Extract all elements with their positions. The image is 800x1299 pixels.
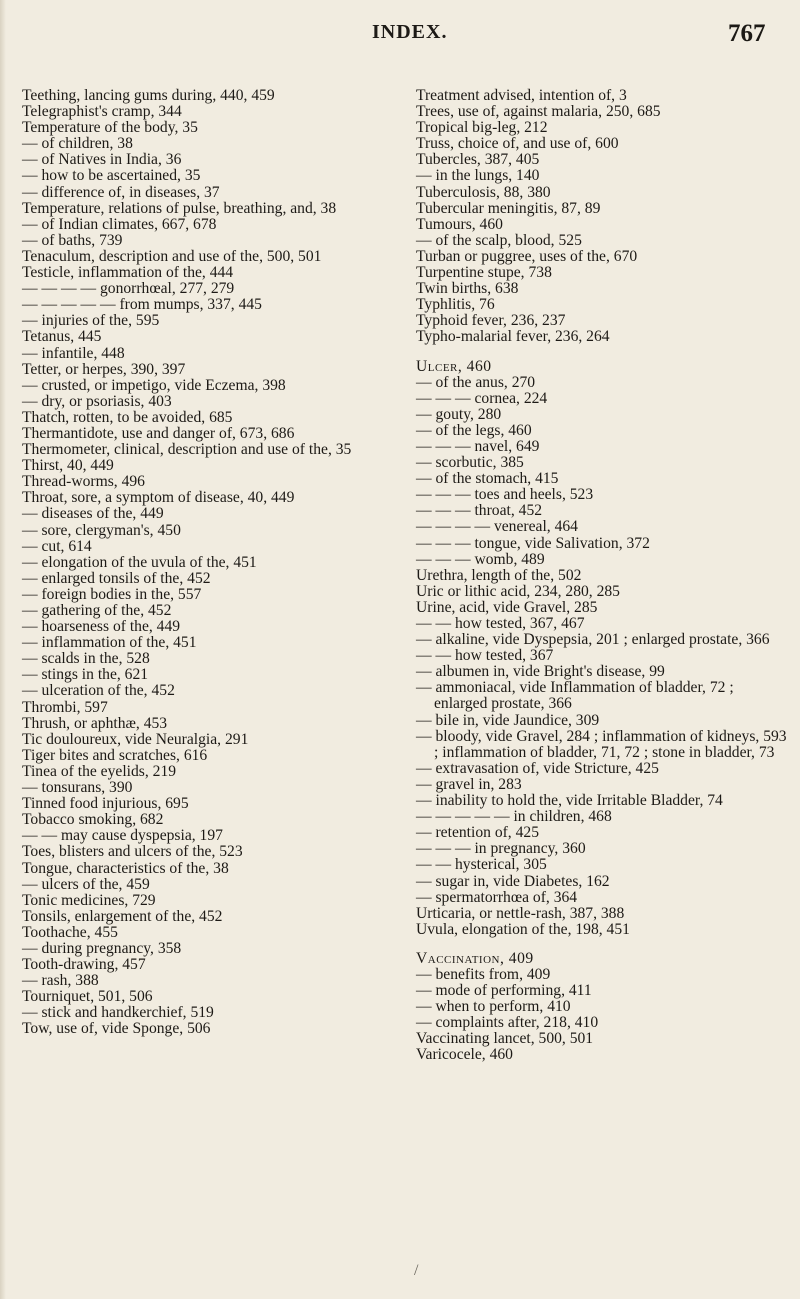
index-entry: Toothache, 455 [22,923,118,941]
index-entry: — — — in pregnancy, 360 [416,840,586,858]
index-entry: — alkaline, vide Dyspepsia, 201 ; enlarged prostate, 366 [416,631,770,649]
index-entry: Uvula, elongation of the, 198, 451 [416,920,630,938]
index-entry: — mode of performing, 411 [416,982,592,1000]
index-entry: Treatment advised, intention of, 3 [416,87,627,104]
index-entry: — — — navel, 649 [416,437,540,455]
index-entry: — scorbutic, 385 [416,454,524,472]
index-entry: — gravel in, 283 [416,775,522,793]
index-entry: — of the legs, 460 [416,421,532,439]
index-entry: — of Indian climates, 667, 678 [22,215,217,233]
index-entry: — ulcers of the, 459 [22,875,150,893]
index-entry: Thrush, or aphthæ, 453 [22,714,168,732]
index-entry: Urethra, length of the, 502 [416,566,582,584]
index-entry: Uric or lithic acid, 234, 280, 285 [416,582,620,600]
index-entry: — — — toes and heels, 523 [416,486,594,504]
index-entry: — stick and handkerchief, 519 [22,1004,214,1022]
index-entry: — inflammation of the, 451 [22,634,197,652]
index-entry: Throat, sore, a symptom of disease, 40, 449 [22,489,295,507]
index-entry: Toes, blisters and ulcers of the, 523 [22,843,243,861]
index-entry: — extravasation of, vide Stricture, 425 [416,759,659,777]
index-entry: Typhoid fever, 236, 237 [416,312,566,330]
index-entry: — tonsurans, 390 [22,779,133,797]
page-header [0,0,800,60]
index-entry: Tinned food injurious, 695 [22,795,189,813]
index-entry: — albumen in, vide Bright's disease, 99 [416,663,665,681]
index-entry: Tumours, 460 [416,215,503,233]
index-entry: Tinea of the eyelids, 219 [22,762,177,780]
index-entry: — complaints after, 218, 410 [416,1014,599,1032]
index-entry: Tropical big-leg, 212 [416,119,548,137]
index-entry: — in the lungs, 140 [416,167,540,185]
index-entry: Vaccinating lancet, 500, 501 [416,1030,594,1048]
index-entry: — — hysterical, 305 [416,856,547,874]
index-section-u [416,357,791,938]
index-entry: — hoarseness of the, 449 [22,618,181,636]
index-entry: — — — — venereal, 464 [416,518,578,536]
index-entry: — rash, 388 [22,972,99,990]
page-spine-shadow [0,0,6,1299]
index-entry: Testicle, inflammation of the, 444 [22,264,234,282]
index-entry: — — — — — in children, 468 [416,808,612,826]
index-entry: — — may cause dyspepsia, 197 [22,827,223,845]
index-entry: Tongue, characteristics of the, 38 [22,859,229,877]
index-entry: Twin births, 638 [416,280,519,298]
index-entry: — bloody, vide Gravel, 284 ; inflammation of kidneys, 593 ; inflammation of bladder, 71, 72 ; stone in bladder, 73 [416,727,791,761]
index-column-left [22,88,400,1038]
index-entry: Thermometer, clinical, description and use of the, 35 [22,441,352,459]
index-entry: — gouty, 280 [416,405,502,423]
index-entry: — how to be ascertained, 35 [22,167,201,185]
index-entry: Thatch, rotten, to be avoided, 685 [22,408,233,426]
index-column-right [416,87,791,1064]
footer-mark: / [414,1262,419,1279]
index-entry: Teething, lancing gums during, 440, 459 [22,87,275,104]
index-entry: — — — tongue, vide Salivation, 372 [416,534,650,552]
index-entry: Thirst, 40, 449 [22,457,114,475]
index-entry: Urticaria, or nettle-rash, 387, 388 [416,904,625,922]
index-entry: — — — cornea, 224 [416,389,548,407]
index-entry: Tow, use of, vide Sponge, 506 [22,1020,211,1038]
index-entry: — of the stomach, 415 [416,470,559,488]
index-entry: — of children, 38 [22,135,133,153]
index-entry: Tonic medicines, 729 [22,891,156,909]
index-entry: — diseases of the, 449 [22,505,164,523]
index-entry: — benefits from, 409 [416,965,551,983]
index-entry: — sore, clergyman's, 450 [22,521,181,539]
index-entry: — spermatorrhœa of, 364 [416,888,578,906]
index-entry: — — how tested, 367, 467 [416,615,585,632]
index-entry: Turban or puggree, uses of the, 670 [416,247,638,265]
index-entry: Thermantidote, use and danger of, 673, 686 [22,424,295,442]
index-entry: — of baths, 739 [22,231,123,249]
index-entry: — — how tested, 367 [416,647,554,665]
index-entry: Tetanus, 445 [22,328,102,346]
index-entry: — scalds in the, 528 [22,650,150,668]
index-entry: — when to perform, 410 [416,998,571,1016]
index-entry: — of Natives in India, 36 [22,151,182,169]
index-entry: — — — womb, 489 [416,550,545,568]
index-entry: Tubercles, 387, 405 [416,151,540,169]
index-entry: — — — throat, 452 [416,502,543,520]
index-entry: — during pregnancy, 358 [22,939,182,957]
index-entry: Tic douloureux, vide Neuralgia, 291 [22,730,249,748]
index-entry: — retention of, 425 [416,824,539,842]
index-entry: Tourniquet, 501, 506 [22,988,153,1006]
index-entry: Tuberculosis, 88, 380 [416,183,551,201]
index-entry: — ulceration of the, 452 [22,682,175,700]
index-entry: — — — — gonorrhœal, 277, 279 [22,280,235,298]
page-number: 767 [728,20,766,47]
index-entry: — ammoniacal, vide Inflammation of bladder, 72 ; enlarged prostate, 366 [416,679,738,713]
index-entry: Typho-malarial fever, 236, 264 [416,328,610,346]
index-entry: — enlarged tonsils of the, 452 [22,569,211,587]
index-entry: Turpentine stupe, 738 [416,264,552,282]
index-entry: — cut, 614 [22,537,92,555]
index-entry: — — — — — from mumps, 337, 445 [22,296,262,314]
index-entry: — difference of, in diseases, 37 [22,183,220,201]
index-entry: Tonsils, enlargement of the, 452 [22,907,223,925]
index-entry: — stings in the, 621 [22,666,149,684]
index-entry: Tenaculum, description and use of the, 500, 501 [22,247,322,265]
index-entry: — bile in, vide Jaundice, 309 [416,711,600,729]
index-entry: Temperature of the body, 35 [22,119,198,137]
index-entry: Typhlitis, 76 [416,296,495,314]
index-entry: — gathering of the, 452 [22,602,172,619]
index-entry: — inability to hold the, vide Irritable Bladder, 74 [416,792,723,810]
index-entry: — dry, or psoriasis, 403 [22,392,172,410]
index-entry: Tiger bites and scratches, 616 [22,746,208,764]
index-entry: Truss, choice of, and use of, 600 [416,135,619,153]
index-entry: Vaccination, 409 [416,949,534,967]
index-entry: Ulcer, 460 [416,357,492,375]
section-gap [416,346,788,359]
index-entry: — sugar in, vide Diabetes, 162 [416,872,610,890]
section-gap [416,938,788,951]
index-entry: — crusted, or impetigo, vide Eczema, 398 [22,376,286,394]
index-entry: Urine, acid, vide Gravel, 285 [416,598,598,616]
running-title: INDEX. [372,21,448,43]
index-entry: Trees, use of, against malaria, 250, 685 [416,103,661,121]
index-entry: Telegraphist's cramp, 344 [22,103,182,121]
index-entry: Thrombi, 597 [22,698,108,716]
index-entry: — injuries of the, 595 [22,312,160,330]
index-section-v [416,951,788,1064]
index-entry: Thread-worms, 496 [22,473,145,491]
index-entry: — infantile, 448 [22,344,125,362]
index-entry: Varicocele, 460 [416,1046,513,1064]
index-entry: — foreign bodies in the, 557 [22,585,202,603]
index-entry: Tooth-drawing, 457 [22,956,146,974]
index-entry: Tobacco smoking, 682 [22,811,164,829]
index-entry: — elongation of the uvula of the, 451 [22,553,257,571]
index-section-t [416,88,788,346]
index-entry: — of the scalp, blood, 525 [416,231,582,249]
index-entry: — of the anus, 270 [416,373,536,391]
index-entry: Temperature, relations of pulse, breathing, and, 38 [22,199,337,217]
index-entry: Tubercular meningitis, 87, 89 [416,199,601,217]
index-entry: Tetter, or herpes, 390, 397 [22,360,186,378]
